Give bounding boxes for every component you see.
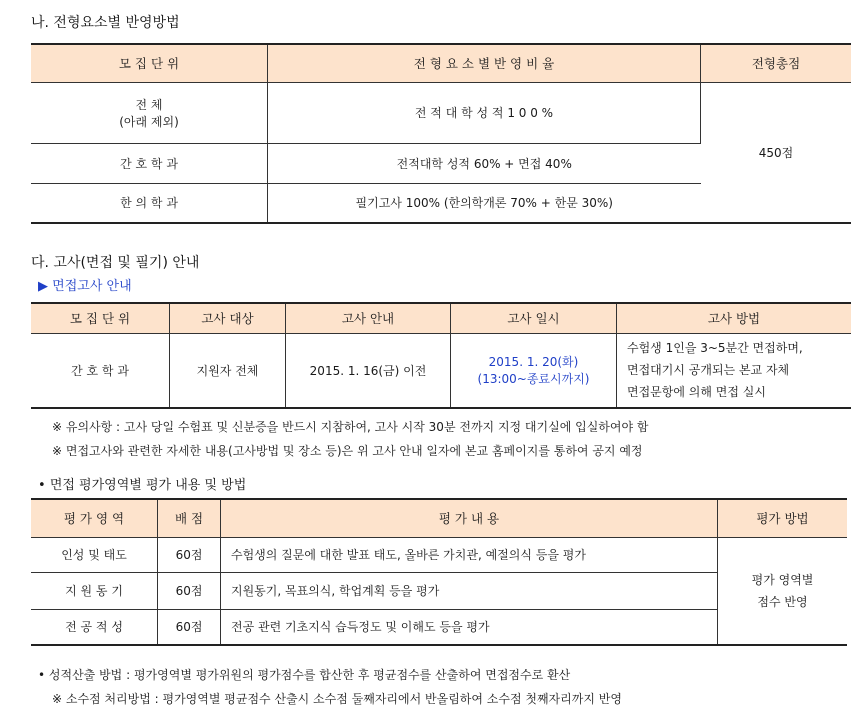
date-line2: (13:00~종료시까지): [477, 372, 590, 387]
eval-method-line1: 평가 영역별: [751, 572, 814, 587]
unit-line2: (아래 제외): [119, 114, 179, 129]
score-cell: 60점: [158, 609, 221, 645]
triangle-marker-icon: ▶: [38, 279, 48, 294]
evaluation-title: [38, 474, 246, 493]
section-da-title: 다. 고사(면접 및 필기) 안내: [31, 255, 200, 271]
table-row: [31, 333, 851, 408]
header-score: 배 점: [158, 499, 221, 537]
eval-method-cell: [718, 537, 848, 645]
ratio-cell: 전적대학 성적 60% + 면접 40%: [268, 143, 701, 183]
method-line1: 수험생 1인을 3~5분간 면접하며,: [627, 341, 803, 356]
method-cell: [617, 333, 852, 408]
method-line3: 면접문항에 의해 면접 실시: [627, 385, 766, 400]
area-cell: 지 원 동 기: [31, 572, 158, 609]
note-caution: ※ 유의사항 : 고사 당일 수험표 및 신분증을 반드시 지참하여, 고사 시작 30분 전까지 지정 대기실에 입실하여야 함: [52, 420, 649, 434]
header-total: 전형총점: [701, 44, 852, 82]
note-details: ※ 면접고사와 관련한 자세한 내용(고사방법 및 장소 등)은 위 고사 안내 일자에 본교 홈페이지를 통하여 공지 예정: [52, 444, 643, 458]
date-cell: [451, 333, 617, 408]
unit-cell: 한 의 학 과: [31, 183, 268, 223]
notice-cell: 2015. 1. 16(금) 이전: [286, 333, 451, 408]
bullet-icon: •: [38, 668, 46, 682]
table-row: [31, 82, 851, 143]
interview-info-table: [31, 302, 851, 409]
table-row: [31, 537, 847, 572]
area-cell: 인성 및 태도: [31, 537, 158, 572]
score-cell: 60점: [158, 537, 221, 572]
decimal-note: ※ 소수점 처리방법 : 평가영역별 평균점수 산출시 소수점 둘째자리에서 반올림하여 소수점 첫째자리까지 반영: [52, 692, 622, 706]
header-eval-method: 평가 방법: [718, 499, 848, 537]
evaluation-table: [31, 498, 847, 646]
header-date: 고사 일시: [451, 303, 617, 333]
header-ratio: 전 형 요 소 별 반 영 비 율: [268, 44, 701, 82]
content-cell: 지원동기, 목표의식, 학업계획 등을 평가: [221, 572, 718, 609]
score-calc-text: 성적산출 방법 : 평가영역별 평가위원의 평가점수를 합산한 후 평균점수를 산출하여 면접점수로 환산: [48, 668, 571, 682]
header-unit: 모 집 단 위: [31, 44, 268, 82]
header-method: 고사 방법: [617, 303, 852, 333]
header-unit: 모 집 단 위: [31, 303, 170, 333]
header-area: 평 가 영 역: [31, 499, 158, 537]
unit-cell: 간 호 학 과: [31, 143, 268, 183]
ratio-cell: 필기고사 100% (한의학개론 70% + 한문 30%): [268, 183, 701, 223]
ratio-cell: 전 적 대 학 성 적 1 0 0 %: [268, 82, 701, 143]
unit-cell: [31, 82, 268, 143]
total-score: 450점: [701, 82, 852, 223]
date-line1: 2015. 1. 20(화): [488, 355, 579, 370]
method-line2: 면접대기시 공개되는 본교 자체: [627, 363, 790, 378]
interview-subtitle: [38, 275, 132, 294]
unit-cell: 간 호 학 과: [31, 333, 170, 408]
content-cell: 전공 관련 기초지식 습득정도 및 이해도 등을 평가: [221, 609, 718, 645]
header-target: 고사 대상: [170, 303, 286, 333]
target-cell: 지원자 전체: [170, 333, 286, 408]
score-cell: 60점: [158, 572, 221, 609]
section-na-title: 나. 전형요소별 반영방법: [31, 15, 180, 31]
unit-line1: 전 체: [135, 97, 163, 112]
evaluation-title-text: 면접 평가영역별 평가 내용 및 방법: [49, 478, 247, 493]
eval-method-line2: 점수 반영: [757, 594, 808, 609]
interview-subtitle-text: 면접고사 안내: [52, 279, 132, 294]
bullet-icon: •: [38, 478, 46, 493]
header-content: 평 가 내 용: [221, 499, 718, 537]
content-cell: 수험생의 질문에 대한 발표 태도, 올바른 가치관, 예절의식 등을 평가: [221, 537, 718, 572]
score-calc-method: [38, 666, 570, 683]
area-cell: 전 공 적 성: [31, 609, 158, 645]
header-notice: 고사 안내: [286, 303, 451, 333]
selection-ratio-table: [31, 43, 851, 224]
